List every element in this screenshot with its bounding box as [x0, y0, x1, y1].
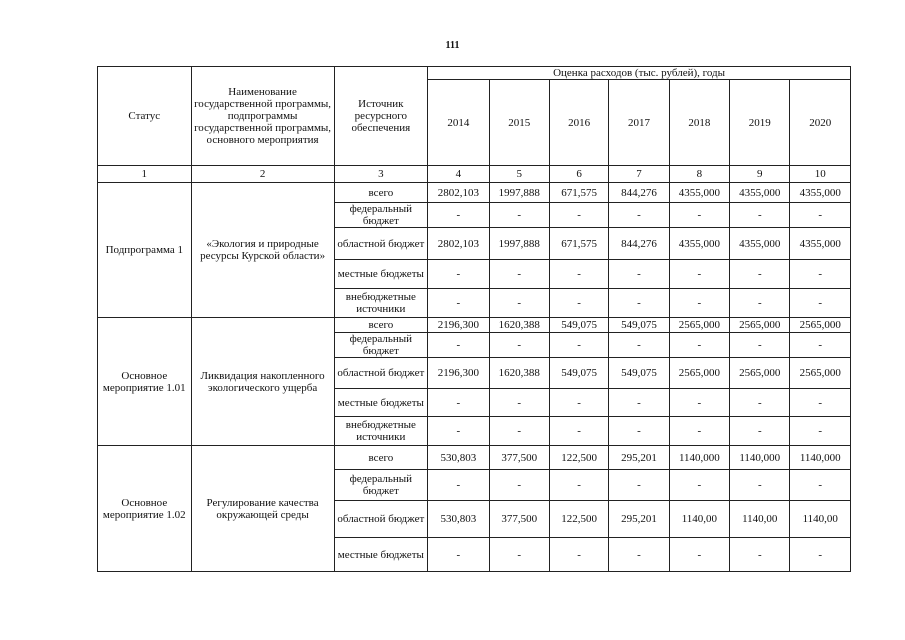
value-cell: -	[790, 417, 851, 446]
row-source: местные бюджеты	[334, 538, 428, 572]
value-cell: -	[730, 203, 790, 228]
value-cell: 2565,000	[669, 358, 729, 389]
header-year: 2019	[730, 80, 790, 166]
value-cell: -	[489, 538, 549, 572]
value-cell: -	[609, 470, 669, 501]
column-number: 8	[669, 166, 729, 183]
value-cell: 2802,103	[428, 228, 489, 260]
value-cell: -	[609, 333, 669, 358]
value-cell: 1997,888	[489, 183, 549, 203]
value-cell: -	[669, 389, 729, 417]
value-cell: 844,276	[609, 183, 669, 203]
value-cell: -	[549, 333, 608, 358]
value-cell: -	[609, 203, 669, 228]
value-cell: -	[669, 470, 729, 501]
header-estimate: Оценка расходов (тыс. рублей), годы	[428, 67, 851, 80]
header-year: 2016	[549, 80, 608, 166]
value-cell: -	[730, 260, 790, 289]
column-number: 1	[98, 166, 192, 183]
row-status: Подпрограмма 1	[98, 183, 192, 318]
value-cell: 1620,388	[489, 318, 549, 333]
value-cell: 295,201	[609, 501, 669, 538]
value-cell: -	[730, 333, 790, 358]
value-cell: 4355,000	[669, 183, 729, 203]
value-cell: 4355,000	[790, 183, 851, 203]
value-cell: 2196,300	[428, 358, 489, 389]
column-number: 10	[790, 166, 851, 183]
row-source: всего	[334, 318, 428, 333]
value-cell: 1140,000	[790, 446, 851, 470]
row-source: местные бюджеты	[334, 389, 428, 417]
header-source: Источник ресурсного обеспечения	[334, 67, 428, 166]
column-number: 3	[334, 166, 428, 183]
value-cell: 671,575	[549, 183, 608, 203]
table-row	[98, 446, 851, 470]
value-cell: -	[609, 289, 669, 318]
value-cell: -	[730, 417, 790, 446]
value-cell: 2565,000	[669, 318, 729, 333]
value-cell: -	[669, 538, 729, 572]
column-number: 9	[730, 166, 790, 183]
value-cell: -	[730, 538, 790, 572]
value-cell: -	[669, 417, 729, 446]
value-cell: 4355,000	[730, 228, 790, 260]
row-source: федеральный бюджет	[334, 470, 428, 501]
value-cell: -	[428, 260, 489, 289]
value-cell: -	[489, 203, 549, 228]
value-cell: 549,075	[609, 358, 669, 389]
value-cell: -	[609, 417, 669, 446]
row-status: Основное мероприятие 1.01	[98, 318, 192, 446]
value-cell: 549,075	[609, 318, 669, 333]
header-year: 2017	[609, 80, 669, 166]
value-cell: 295,201	[609, 446, 669, 470]
value-cell: -	[549, 389, 608, 417]
value-cell: 377,500	[489, 501, 549, 538]
value-cell: 2565,000	[790, 358, 851, 389]
value-cell: -	[489, 260, 549, 289]
value-cell: -	[428, 289, 489, 318]
value-cell: 1997,888	[489, 228, 549, 260]
row-status: Основное мероприятие 1.02	[98, 446, 192, 572]
value-cell: -	[790, 389, 851, 417]
value-cell: 1140,00	[669, 501, 729, 538]
header-status: Статус	[98, 67, 192, 166]
header-year: 2020	[790, 80, 851, 166]
value-cell: 2565,000	[730, 358, 790, 389]
table-row	[98, 183, 851, 203]
value-cell: 377,500	[489, 446, 549, 470]
value-cell: 549,075	[549, 358, 608, 389]
value-cell: -	[549, 417, 608, 446]
value-cell: 2565,000	[790, 318, 851, 333]
value-cell: 1620,388	[489, 358, 549, 389]
value-cell: 1140,00	[730, 501, 790, 538]
row-source: областной бюджет	[334, 228, 428, 260]
row-program-name: «Экология и природные ресурсы Курской области»	[191, 183, 334, 318]
value-cell: 2565,000	[730, 318, 790, 333]
value-cell: -	[489, 470, 549, 501]
value-cell: -	[428, 203, 489, 228]
value-cell: -	[549, 470, 608, 501]
value-cell: 2802,103	[428, 183, 489, 203]
value-cell: -	[669, 203, 729, 228]
value-cell: -	[790, 203, 851, 228]
value-cell: 122,500	[549, 446, 608, 470]
column-number: 2	[191, 166, 334, 183]
value-cell: 2196,300	[428, 318, 489, 333]
row-source: внебюджетные источники	[334, 289, 428, 318]
column-number: 5	[489, 166, 549, 183]
value-cell: -	[669, 260, 729, 289]
value-cell: -	[489, 417, 549, 446]
value-cell: -	[669, 333, 729, 358]
table-row	[98, 318, 851, 333]
value-cell: -	[730, 289, 790, 318]
value-cell: -	[730, 389, 790, 417]
column-number: 6	[549, 166, 608, 183]
row-source: всего	[334, 183, 428, 203]
header-year: 2018	[669, 80, 729, 166]
value-cell: -	[609, 389, 669, 417]
column-number: 4	[428, 166, 489, 183]
value-cell: -	[489, 333, 549, 358]
value-cell: -	[549, 289, 608, 318]
value-cell: -	[428, 538, 489, 572]
value-cell: 530,803	[428, 446, 489, 470]
value-cell: -	[790, 470, 851, 501]
value-cell: 4355,000	[669, 228, 729, 260]
value-cell: 1140,00	[790, 501, 851, 538]
value-cell: 1140,000	[669, 446, 729, 470]
value-cell: -	[790, 538, 851, 572]
row-source: областной бюджет	[334, 501, 428, 538]
header-name: Наименование государственной программы, подпрограммы государственной программы, основного мероприятия	[191, 67, 334, 166]
header-year: 2014	[428, 80, 489, 166]
value-cell: -	[669, 289, 729, 318]
page-number: 111	[445, 40, 460, 51]
value-cell: -	[549, 538, 608, 572]
value-cell: -	[428, 333, 489, 358]
row-source: внебюджетные источники	[334, 417, 428, 446]
budget-table	[97, 66, 851, 572]
row-source: федеральный бюджет	[334, 203, 428, 228]
value-cell: 844,276	[609, 228, 669, 260]
column-number: 7	[609, 166, 669, 183]
value-cell: -	[549, 260, 608, 289]
value-cell: 122,500	[549, 501, 608, 538]
value-cell: 1140,000	[730, 446, 790, 470]
value-cell: -	[428, 389, 489, 417]
value-cell: -	[428, 470, 489, 501]
value-cell: -	[428, 417, 489, 446]
row-source: федеральный бюджет	[334, 333, 428, 358]
value-cell: 549,075	[549, 318, 608, 333]
value-cell: 4355,000	[730, 183, 790, 203]
row-source: областной бюджет	[334, 358, 428, 389]
row-program-name: Ликвидация накопленного экологического ущерба	[191, 318, 334, 446]
row-source: всего	[334, 446, 428, 470]
value-cell: -	[609, 538, 669, 572]
row-program-name: Регулирование качества окружающей среды	[191, 446, 334, 572]
value-cell: 4355,000	[790, 228, 851, 260]
value-cell: 671,575	[549, 228, 608, 260]
value-cell: -	[790, 289, 851, 318]
value-cell: -	[730, 470, 790, 501]
value-cell: -	[549, 203, 608, 228]
value-cell: -	[790, 260, 851, 289]
value-cell: -	[790, 333, 851, 358]
value-cell: -	[489, 389, 549, 417]
header-year: 2015	[489, 80, 549, 166]
value-cell: -	[609, 260, 669, 289]
value-cell: 530,803	[428, 501, 489, 538]
value-cell: -	[489, 289, 549, 318]
row-source: местные бюджеты	[334, 260, 428, 289]
